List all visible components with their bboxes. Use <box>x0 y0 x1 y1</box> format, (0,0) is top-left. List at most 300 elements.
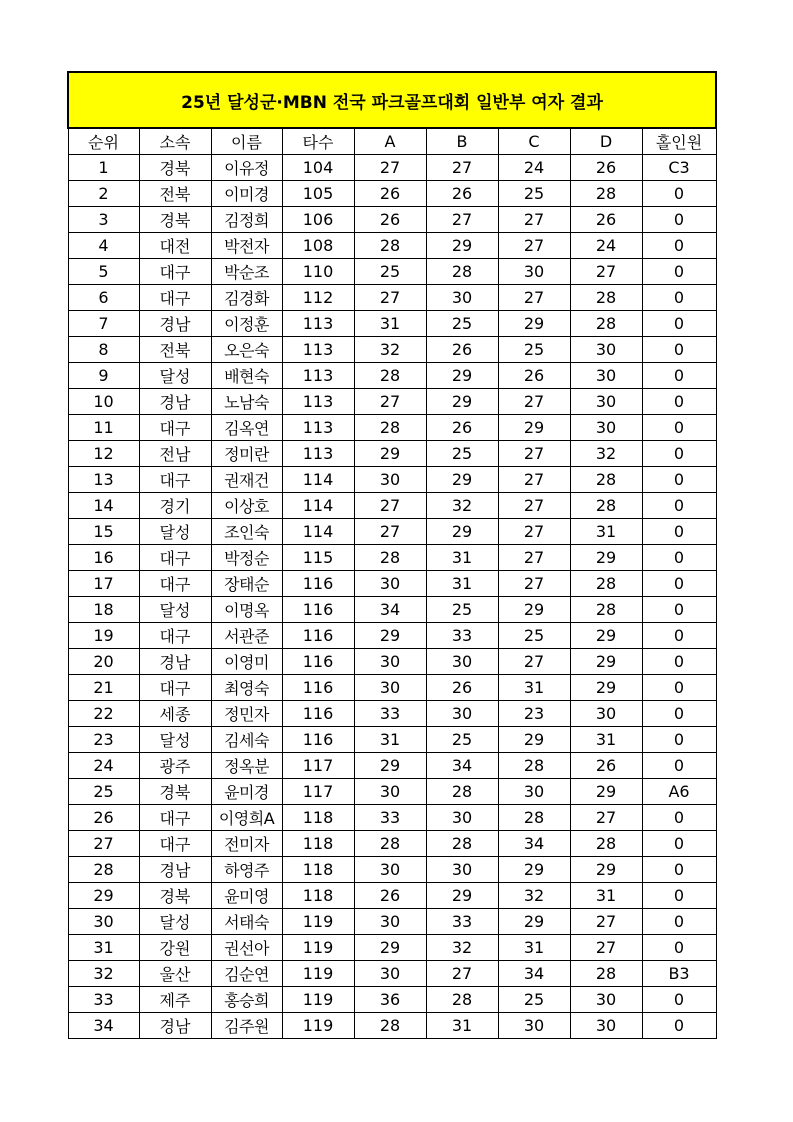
course-c-cell: 27 <box>498 649 570 675</box>
course-c-cell: 29 <box>498 909 570 935</box>
course-b-cell: 25 <box>426 441 498 467</box>
course-a-cell: 30 <box>354 779 426 805</box>
affiliation-cell: 달성 <box>139 363 211 389</box>
table-row <box>68 1013 716 1039</box>
hole-in-one-cell: 0 <box>642 259 716 285</box>
hole-in-one-cell: 0 <box>642 597 716 623</box>
hole-in-one-cell: 0 <box>642 545 716 571</box>
course-d-cell: 28 <box>570 961 642 987</box>
rank-cell: 3 <box>68 207 139 233</box>
hole-in-one-cell: 0 <box>642 675 716 701</box>
strokes-cell: 113 <box>282 389 354 415</box>
name-cell: 이유정 <box>211 155 282 181</box>
affiliation-cell: 대전 <box>139 233 211 259</box>
name-cell: 이영미 <box>211 649 282 675</box>
table-row <box>68 987 716 1013</box>
strokes-cell: 119 <box>282 987 354 1013</box>
affiliation-cell: 경북 <box>139 779 211 805</box>
header-course-c: C <box>498 128 570 155</box>
name-cell: 박순조 <box>211 259 282 285</box>
hole-in-one-cell: 0 <box>642 935 716 961</box>
table-row <box>68 285 716 311</box>
course-b-cell: 26 <box>426 181 498 207</box>
strokes-cell: 113 <box>282 311 354 337</box>
hole-in-one-cell: 0 <box>642 649 716 675</box>
name-cell: 오은숙 <box>211 337 282 363</box>
hole-in-one-cell: 0 <box>642 571 716 597</box>
course-b-cell: 25 <box>426 597 498 623</box>
course-c-cell: 27 <box>498 285 570 311</box>
course-d-cell: 29 <box>570 857 642 883</box>
affiliation-cell: 대구 <box>139 415 211 441</box>
table-row <box>68 155 716 181</box>
course-d-cell: 29 <box>570 545 642 571</box>
strokes-cell: 106 <box>282 207 354 233</box>
strokes-cell: 116 <box>282 727 354 753</box>
rank-cell: 25 <box>68 779 139 805</box>
course-c-cell: 31 <box>498 935 570 961</box>
strokes-cell: 119 <box>282 935 354 961</box>
name-cell: 김주원 <box>211 1013 282 1039</box>
name-cell: 장태순 <box>211 571 282 597</box>
course-a-cell: 28 <box>354 415 426 441</box>
affiliation-cell: 전북 <box>139 337 211 363</box>
table-row <box>68 519 716 545</box>
name-cell: 이상호 <box>211 493 282 519</box>
course-b-cell: 31 <box>426 545 498 571</box>
table-row <box>68 415 716 441</box>
course-a-cell: 30 <box>354 857 426 883</box>
name-cell: 하영주 <box>211 857 282 883</box>
rank-cell: 16 <box>68 545 139 571</box>
course-b-cell: 26 <box>426 415 498 441</box>
table-row <box>68 337 716 363</box>
course-d-cell: 27 <box>570 935 642 961</box>
course-a-cell: 27 <box>354 493 426 519</box>
strokes-cell: 118 <box>282 831 354 857</box>
rank-cell: 23 <box>68 727 139 753</box>
course-a-cell: 36 <box>354 987 426 1013</box>
affiliation-cell: 경북 <box>139 155 211 181</box>
course-a-cell: 27 <box>354 519 426 545</box>
course-a-cell: 26 <box>354 181 426 207</box>
table-row <box>68 805 716 831</box>
course-c-cell: 28 <box>498 753 570 779</box>
course-a-cell: 30 <box>354 675 426 701</box>
affiliation-cell: 달성 <box>139 909 211 935</box>
table-row <box>68 363 716 389</box>
hole-in-one-cell: C3 <box>642 155 716 181</box>
course-d-cell: 28 <box>570 467 642 493</box>
hole-in-one-cell: 0 <box>642 701 716 727</box>
course-d-cell: 24 <box>570 233 642 259</box>
course-d-cell: 28 <box>570 285 642 311</box>
rank-cell: 8 <box>68 337 139 363</box>
course-b-cell: 27 <box>426 155 498 181</box>
course-c-cell: 27 <box>498 441 570 467</box>
table-row <box>68 701 716 727</box>
header-course-a: A <box>354 128 426 155</box>
name-cell: 정미란 <box>211 441 282 467</box>
course-d-cell: 31 <box>570 883 642 909</box>
course-b-cell: 27 <box>426 961 498 987</box>
affiliation-cell: 달성 <box>139 597 211 623</box>
course-a-cell: 30 <box>354 961 426 987</box>
hole-in-one-cell: 0 <box>642 753 716 779</box>
course-a-cell: 27 <box>354 389 426 415</box>
course-a-cell: 31 <box>354 311 426 337</box>
table-row <box>68 233 716 259</box>
name-cell: 이명옥 <box>211 597 282 623</box>
table-row <box>68 389 716 415</box>
hole-in-one-cell: 0 <box>642 987 716 1013</box>
rank-cell: 22 <box>68 701 139 727</box>
course-c-cell: 27 <box>498 493 570 519</box>
rank-cell: 33 <box>68 987 139 1013</box>
course-b-cell: 25 <box>426 727 498 753</box>
rank-cell: 19 <box>68 623 139 649</box>
course-d-cell: 29 <box>570 779 642 805</box>
affiliation-cell: 세종 <box>139 701 211 727</box>
rank-cell: 4 <box>68 233 139 259</box>
course-d-cell: 27 <box>570 805 642 831</box>
strokes-cell: 116 <box>282 597 354 623</box>
strokes-cell: 117 <box>282 779 354 805</box>
course-a-cell: 30 <box>354 467 426 493</box>
affiliation-cell: 대구 <box>139 831 211 857</box>
rank-cell: 12 <box>68 441 139 467</box>
name-cell: 조인숙 <box>211 519 282 545</box>
course-c-cell: 23 <box>498 701 570 727</box>
course-c-cell: 27 <box>498 545 570 571</box>
course-d-cell: 30 <box>570 389 642 415</box>
hole-in-one-cell: 0 <box>642 831 716 857</box>
name-cell: 권선아 <box>211 935 282 961</box>
course-a-cell: 30 <box>354 649 426 675</box>
strokes-cell: 112 <box>282 285 354 311</box>
name-cell: 권재건 <box>211 467 282 493</box>
course-c-cell: 24 <box>498 155 570 181</box>
course-b-cell: 30 <box>426 285 498 311</box>
hole-in-one-cell: 0 <box>642 441 716 467</box>
course-d-cell: 28 <box>570 493 642 519</box>
affiliation-cell: 전북 <box>139 181 211 207</box>
rank-cell: 17 <box>68 571 139 597</box>
affiliation-cell: 대구 <box>139 259 211 285</box>
course-a-cell: 34 <box>354 597 426 623</box>
rank-cell: 18 <box>68 597 139 623</box>
rank-cell: 27 <box>68 831 139 857</box>
name-cell: 윤미영 <box>211 883 282 909</box>
course-b-cell: 27 <box>426 207 498 233</box>
name-cell: 최영숙 <box>211 675 282 701</box>
hole-in-one-cell: 0 <box>642 857 716 883</box>
course-a-cell: 28 <box>354 545 426 571</box>
course-d-cell: 28 <box>570 181 642 207</box>
affiliation-cell: 울산 <box>139 961 211 987</box>
table-row <box>68 675 716 701</box>
course-b-cell: 30 <box>426 701 498 727</box>
course-a-cell: 26 <box>354 883 426 909</box>
course-b-cell: 28 <box>426 259 498 285</box>
affiliation-cell: 대구 <box>139 571 211 597</box>
course-c-cell: 27 <box>498 233 570 259</box>
table-row <box>68 311 716 337</box>
header-row <box>68 128 716 155</box>
rank-cell: 10 <box>68 389 139 415</box>
course-b-cell: 32 <box>426 493 498 519</box>
course-c-cell: 27 <box>498 389 570 415</box>
rank-cell: 13 <box>68 467 139 493</box>
strokes-cell: 113 <box>282 363 354 389</box>
course-c-cell: 30 <box>498 779 570 805</box>
hole-in-one-cell: 0 <box>642 623 716 649</box>
rank-cell: 1 <box>68 155 139 181</box>
name-cell: 이영희A <box>211 805 282 831</box>
course-b-cell: 31 <box>426 1013 498 1039</box>
course-b-cell: 28 <box>426 779 498 805</box>
results-table <box>67 71 717 1039</box>
rank-cell: 6 <box>68 285 139 311</box>
hole-in-one-cell: 0 <box>642 909 716 935</box>
hole-in-one-cell: A6 <box>642 779 716 805</box>
table-row <box>68 883 716 909</box>
header-hole-in-one: 홀인원 <box>642 128 716 155</box>
affiliation-cell: 달성 <box>139 727 211 753</box>
course-c-cell: 31 <box>498 675 570 701</box>
course-a-cell: 29 <box>354 441 426 467</box>
affiliation-cell: 제주 <box>139 987 211 1013</box>
affiliation-cell: 경남 <box>139 1013 211 1039</box>
course-d-cell: 27 <box>570 909 642 935</box>
hole-in-one-cell: 0 <box>642 181 716 207</box>
course-a-cell: 28 <box>354 831 426 857</box>
course-c-cell: 25 <box>498 181 570 207</box>
table-row <box>68 493 716 519</box>
course-a-cell: 33 <box>354 805 426 831</box>
course-b-cell: 29 <box>426 467 498 493</box>
name-cell: 김옥연 <box>211 415 282 441</box>
hole-in-one-cell: 0 <box>642 415 716 441</box>
course-b-cell: 34 <box>426 753 498 779</box>
table-row <box>68 623 716 649</box>
course-a-cell: 31 <box>354 727 426 753</box>
rank-cell: 5 <box>68 259 139 285</box>
course-a-cell: 26 <box>354 207 426 233</box>
course-c-cell: 25 <box>498 337 570 363</box>
course-b-cell: 29 <box>426 363 498 389</box>
course-a-cell: 29 <box>354 623 426 649</box>
course-a-cell: 33 <box>354 701 426 727</box>
affiliation-cell: 경남 <box>139 311 211 337</box>
hole-in-one-cell: 0 <box>642 467 716 493</box>
course-d-cell: 29 <box>570 623 642 649</box>
affiliation-cell: 경북 <box>139 207 211 233</box>
strokes-cell: 119 <box>282 961 354 987</box>
course-b-cell: 26 <box>426 675 498 701</box>
course-b-cell: 28 <box>426 987 498 1013</box>
course-d-cell: 28 <box>570 597 642 623</box>
strokes-cell: 118 <box>282 857 354 883</box>
course-c-cell: 29 <box>498 311 570 337</box>
course-c-cell: 25 <box>498 987 570 1013</box>
affiliation-cell: 경북 <box>139 883 211 909</box>
affiliation-cell: 대구 <box>139 805 211 831</box>
course-a-cell: 28 <box>354 233 426 259</box>
table-row <box>68 571 716 597</box>
table-row <box>68 181 716 207</box>
table-row <box>68 597 716 623</box>
name-cell: 이정훈 <box>211 311 282 337</box>
table-row <box>68 857 716 883</box>
rank-cell: 31 <box>68 935 139 961</box>
course-b-cell: 29 <box>426 519 498 545</box>
course-b-cell: 31 <box>426 571 498 597</box>
header-affiliation: 소속 <box>139 128 211 155</box>
header-name: 이름 <box>211 128 282 155</box>
rank-cell: 7 <box>68 311 139 337</box>
course-d-cell: 30 <box>570 987 642 1013</box>
table-row <box>68 779 716 805</box>
course-c-cell: 29 <box>498 597 570 623</box>
hole-in-one-cell: 0 <box>642 337 716 363</box>
rank-cell: 2 <box>68 181 139 207</box>
course-a-cell: 30 <box>354 909 426 935</box>
course-d-cell: 28 <box>570 571 642 597</box>
name-cell: 김정희 <box>211 207 282 233</box>
course-c-cell: 29 <box>498 415 570 441</box>
name-cell: 서태숙 <box>211 909 282 935</box>
rank-cell: 15 <box>68 519 139 545</box>
course-c-cell: 27 <box>498 519 570 545</box>
course-d-cell: 32 <box>570 441 642 467</box>
course-c-cell: 25 <box>498 623 570 649</box>
name-cell: 윤미경 <box>211 779 282 805</box>
course-a-cell: 29 <box>354 753 426 779</box>
table-row <box>68 909 716 935</box>
course-c-cell: 27 <box>498 207 570 233</box>
course-a-cell: 29 <box>354 935 426 961</box>
affiliation-cell: 경남 <box>139 857 211 883</box>
table-row <box>68 207 716 233</box>
course-c-cell: 28 <box>498 805 570 831</box>
course-b-cell: 30 <box>426 857 498 883</box>
strokes-cell: 105 <box>282 181 354 207</box>
name-cell: 노남숙 <box>211 389 282 415</box>
hole-in-one-cell: 0 <box>642 389 716 415</box>
course-a-cell: 25 <box>354 259 426 285</box>
name-cell: 홍승희 <box>211 987 282 1013</box>
strokes-cell: 116 <box>282 701 354 727</box>
table-row <box>68 753 716 779</box>
hole-in-one-cell: 0 <box>642 519 716 545</box>
course-c-cell: 29 <box>498 857 570 883</box>
course-a-cell: 28 <box>354 363 426 389</box>
strokes-cell: 119 <box>282 909 354 935</box>
rank-cell: 14 <box>68 493 139 519</box>
course-b-cell: 26 <box>426 337 498 363</box>
course-d-cell: 30 <box>570 337 642 363</box>
rank-cell: 9 <box>68 363 139 389</box>
strokes-cell: 116 <box>282 571 354 597</box>
rank-cell: 28 <box>68 857 139 883</box>
course-a-cell: 30 <box>354 571 426 597</box>
hole-in-one-cell: 0 <box>642 363 716 389</box>
affiliation-cell: 대구 <box>139 623 211 649</box>
rank-cell: 34 <box>68 1013 139 1039</box>
rank-cell: 26 <box>68 805 139 831</box>
course-c-cell: 34 <box>498 961 570 987</box>
affiliation-cell: 경남 <box>139 649 211 675</box>
hole-in-one-cell: 0 <box>642 727 716 753</box>
strokes-cell: 115 <box>282 545 354 571</box>
hole-in-one-cell: 0 <box>642 1013 716 1039</box>
header-strokes: 타수 <box>282 128 354 155</box>
rank-cell: 20 <box>68 649 139 675</box>
header-course-d: D <box>570 128 642 155</box>
course-c-cell: 27 <box>498 467 570 493</box>
course-c-cell: 30 <box>498 259 570 285</box>
course-b-cell: 32 <box>426 935 498 961</box>
course-d-cell: 30 <box>570 1013 642 1039</box>
course-c-cell: 30 <box>498 1013 570 1039</box>
course-c-cell: 34 <box>498 831 570 857</box>
table-row <box>68 961 716 987</box>
affiliation-cell: 대구 <box>139 545 211 571</box>
course-d-cell: 30 <box>570 701 642 727</box>
course-b-cell: 30 <box>426 805 498 831</box>
strokes-cell: 116 <box>282 649 354 675</box>
table-row <box>68 259 716 285</box>
course-d-cell: 28 <box>570 831 642 857</box>
table-row <box>68 727 716 753</box>
affiliation-cell: 대구 <box>139 675 211 701</box>
strokes-cell: 116 <box>282 623 354 649</box>
header-rank: 순위 <box>68 128 139 155</box>
name-cell: 박전자 <box>211 233 282 259</box>
affiliation-cell: 대구 <box>139 285 211 311</box>
course-d-cell: 27 <box>570 259 642 285</box>
course-d-cell: 31 <box>570 519 642 545</box>
hole-in-one-cell: B3 <box>642 961 716 987</box>
course-d-cell: 26 <box>570 753 642 779</box>
name-cell: 김순연 <box>211 961 282 987</box>
hole-in-one-cell: 0 <box>642 311 716 337</box>
course-d-cell: 31 <box>570 727 642 753</box>
course-a-cell: 28 <box>354 1013 426 1039</box>
table-row <box>68 545 716 571</box>
hole-in-one-cell: 0 <box>642 493 716 519</box>
course-b-cell: 29 <box>426 883 498 909</box>
affiliation-cell: 전남 <box>139 441 211 467</box>
course-d-cell: 29 <box>570 675 642 701</box>
affiliation-cell: 강원 <box>139 935 211 961</box>
header-course-b: B <box>426 128 498 155</box>
name-cell: 정민자 <box>211 701 282 727</box>
rank-cell: 24 <box>68 753 139 779</box>
course-d-cell: 26 <box>570 207 642 233</box>
strokes-cell: 118 <box>282 805 354 831</box>
name-cell: 서관준 <box>211 623 282 649</box>
results-body <box>68 155 716 1039</box>
table-title: 25년 달성군·MBN 전국 파크골프대회 일반부 여자 결과 <box>68 72 716 128</box>
course-c-cell: 32 <box>498 883 570 909</box>
strokes-cell: 114 <box>282 467 354 493</box>
strokes-cell: 116 <box>282 675 354 701</box>
name-cell: 전미자 <box>211 831 282 857</box>
name-cell: 배현숙 <box>211 363 282 389</box>
course-b-cell: 29 <box>426 389 498 415</box>
